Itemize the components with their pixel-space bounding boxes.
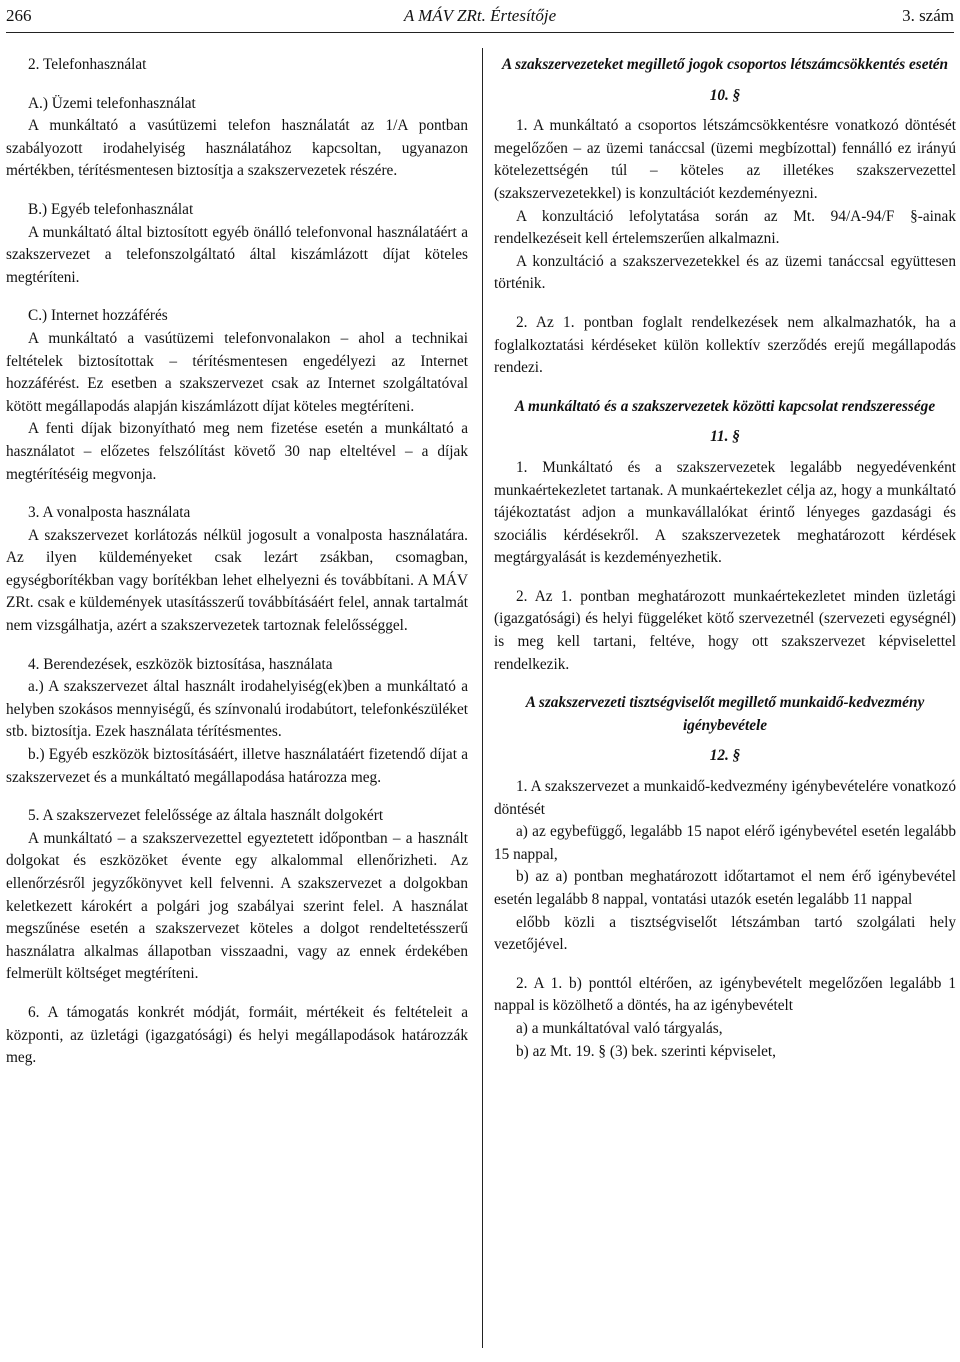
section-10-heading: A szakszervezeteket megillető jogok csoportos létszámcsökkentés esetén (501, 56, 949, 73)
section-11-point-1: 1. Munkáltató és a szakszervezetek legalább negyedévenként munkaértekezletet tartanak. A munkaértekezlet célja az, hogy a munkáltató tájékoztatást adjon a munkavállalókat érintő lényeges gazdasági és szociális kérdésekről. A szakszervezetek meghatározott kérdések megtárgyalását is kezdeményezhetik. (494, 458, 956, 567)
section-10-point-2: 2. Az 1. pontban foglalt rendelkezések nem alkalmazhatók, ha a foglalkoztatási kérdéseket külön kollektív szerződés erejű megállapodás rendezi. (494, 313, 956, 377)
section-2a-text: A munkáltató a vasútüzemi telefon használatát az 1/A pontban szabályozott irodahelyiség használatához kapcsoltan, ugyanazon mértékben, térítésmentesen biztosítja a szakszervezetek részére. (6, 117, 468, 180)
section-11-point-2: 2. Az 1. pontban meghatározott munkaértekezletet minden üzletági (igazgatósági) és helyi függeléket kötő szervezetnél (szervezeti egységnél) is meg kell tartani, feltéve, hogy ott szakszervezet képviselettel rendelkezik. (494, 587, 956, 673)
section-11-heading: A munkáltató és a szakszervezetek közötti kapcsolat rendszeressége (514, 397, 936, 415)
section-12-point-2: 2. A 1. b) ponttól eltérően, az igénybevételt megelőzően legalább 1 nappal is közölhető a döntés, ha az igénybevételt (494, 974, 956, 1015)
journal-title: A MÁV ZRt. Értesítője (403, 6, 557, 25)
left-column (6, 54, 468, 1070)
section-12-point-2a: a) a munkáltatóval való tárgyalás, (516, 1019, 723, 1037)
section-12-number: 12. § (709, 747, 741, 765)
page-header (6, 6, 954, 30)
section-10-point-1: 1. A munkáltató a csoportos létszámcsökkentésre vonatkozó döntését megelőzően – az üzemi tanáccsal (üzemi megbízottal) fennálló ez irányú kötelezettségén túl – köteles az illetékes szakszervezettel (szakszervezetekkel) is konzultációt kezdeményezni. (494, 117, 956, 202)
issue-number: 3. szám (902, 6, 954, 25)
section-2b-text: A munkáltató által biztosított egyéb önálló telefonvonal használatáért a szakszervezet a telefonszolgáltató által kiszámlázott díjat köteles megtéríteni. (6, 223, 468, 286)
section-5-title: 5. A szakszervezet felelőssége az általa használt dolgokért (28, 807, 384, 825)
section-4a-text: a.) A szakszervezet által használt irodahelyiség(ek)ben a munkáltató a helyben szokásos mennyiségű, és színvonalú irodabútort, telefonkészüléket stb. biztosítja. Ezek használata térítésmentes. (6, 678, 468, 741)
section-10-point-1c: A konzultáció a szakszervezetekkel és az üzemi tanáccsal együttesen történik. (494, 252, 956, 293)
header-rule (6, 32, 954, 33)
section-2-title: 2. Telefonhasználat (28, 56, 147, 73)
section-12-point-1: 1. A szakszervezet a munkaidő-kedvezmény igénybevételére vonatkozó döntését (494, 778, 956, 818)
section-12-point-2b: b) az Mt. 19. § (3) bek. szerinti képviselet, (516, 1042, 776, 1060)
page-number: 266 (6, 6, 32, 25)
section-3-text: A szakszervezet korlátozás nélkül jogosult a vonalposta használatára. Az ilyen küldeményeket csak lezárt zsákban, csomagban, egységborítékban vagy borítékban lehet elhelyezni és továbbítani. A MÁV ZRt. csak e küldemények utasításszerű továbbításáért felel, annak tartalmát nem vizsgálhatja, azért a szakszervezetek tartoznak felelősséggel. (6, 526, 468, 635)
section-2c-text: A munkáltató a vasútüzemi telefonvonalakon – ahol a technikai feltételek biztosítottak – térítésmentesen engedélyezi az Internet hozzáférést. Ez esetben a szakszervezet csak az Internet szolgáltatóval kötött megállapodás alapján kiszámlázott díjat köteles megtéríteni. (6, 329, 468, 415)
section-12-point-1c: előbb közli a tisztségviselőt létszámban tartó szolgálati hely vezetőjével. (494, 913, 956, 954)
section-3-title: 3. A vonalposta használata (28, 504, 191, 522)
section-11-number: 11. § (710, 428, 740, 446)
section-12-heading: A szakszervezeti tisztségviselőt megillető munkaidő-kedvezmény igénybevétele (525, 694, 925, 734)
section-2a-title: A.) Üzemi telefonhasználat (28, 94, 196, 112)
section-12-point-1a: a) az egybefüggő, legalább 15 napot elérő igénybevétel esetén legalább 15 nappal, (494, 823, 956, 863)
section-2c-text-2: A fenti díjak bizonyítható meg nem fizetése esetén a munkáltató a használatot – előzetes felszólítást követő 30 nap elteltével – a díjak megtérítéséig megvonja. (6, 420, 468, 483)
section-5-text: A munkáltató – a szakszervezettel egyeztetett időpontban – a használt dolgokat és eszközöket évente egy alkalommal ellenőrizheti. Az ellenőrzésről jegyzőkönyvet kell felvenni. A szakszervezet a dolgokban keletkezett károkért a polgári jog szabályai szerint felel. A használat megszűnése esetén a szakszervezet köteles a dolgot rendeltetésszerű használatra alkalmas állapotban visszaadni, vagy az ennek érdekében felmerült költséget megtéríteni. (6, 829, 468, 983)
column-divider (482, 48, 483, 1348)
right-column (494, 54, 956, 1063)
section-6-text: 6. A támogatás konkrét módját, formáit, mértékeit és feltételeit a központi, az üzletági (igazgatósági) és helyi megállapodások határozzák meg. (6, 1003, 468, 1067)
section-12-point-1b: b) az a) pontban meghatározott időtartamot el nem érő igénybevétel esetén legalább 8 nappal, vontatási utazók esetén legalább 11 nappal (494, 868, 956, 908)
section-10-number: 10. § (709, 86, 741, 104)
section-2b-title: B.) Egyéb telefonhasználat (28, 200, 194, 218)
section-2c-title: C.) Internet hozzáférés (28, 307, 168, 325)
section-10-point-1b: A konzultáció lefolytatása során az Mt. 94/A-94/F §-ainak rendelkezéseit kell értelemszerűen alkalmazni. (494, 207, 956, 248)
section-4-title: 4. Berendezések, eszközök biztosítása, használata (28, 655, 333, 673)
section-4b-text: b.) Egyéb eszközök biztosításáért, illetve használatáért fizetendő díjat a szakszervezet és a munkáltató megállapodása határozza meg. (6, 746, 468, 786)
